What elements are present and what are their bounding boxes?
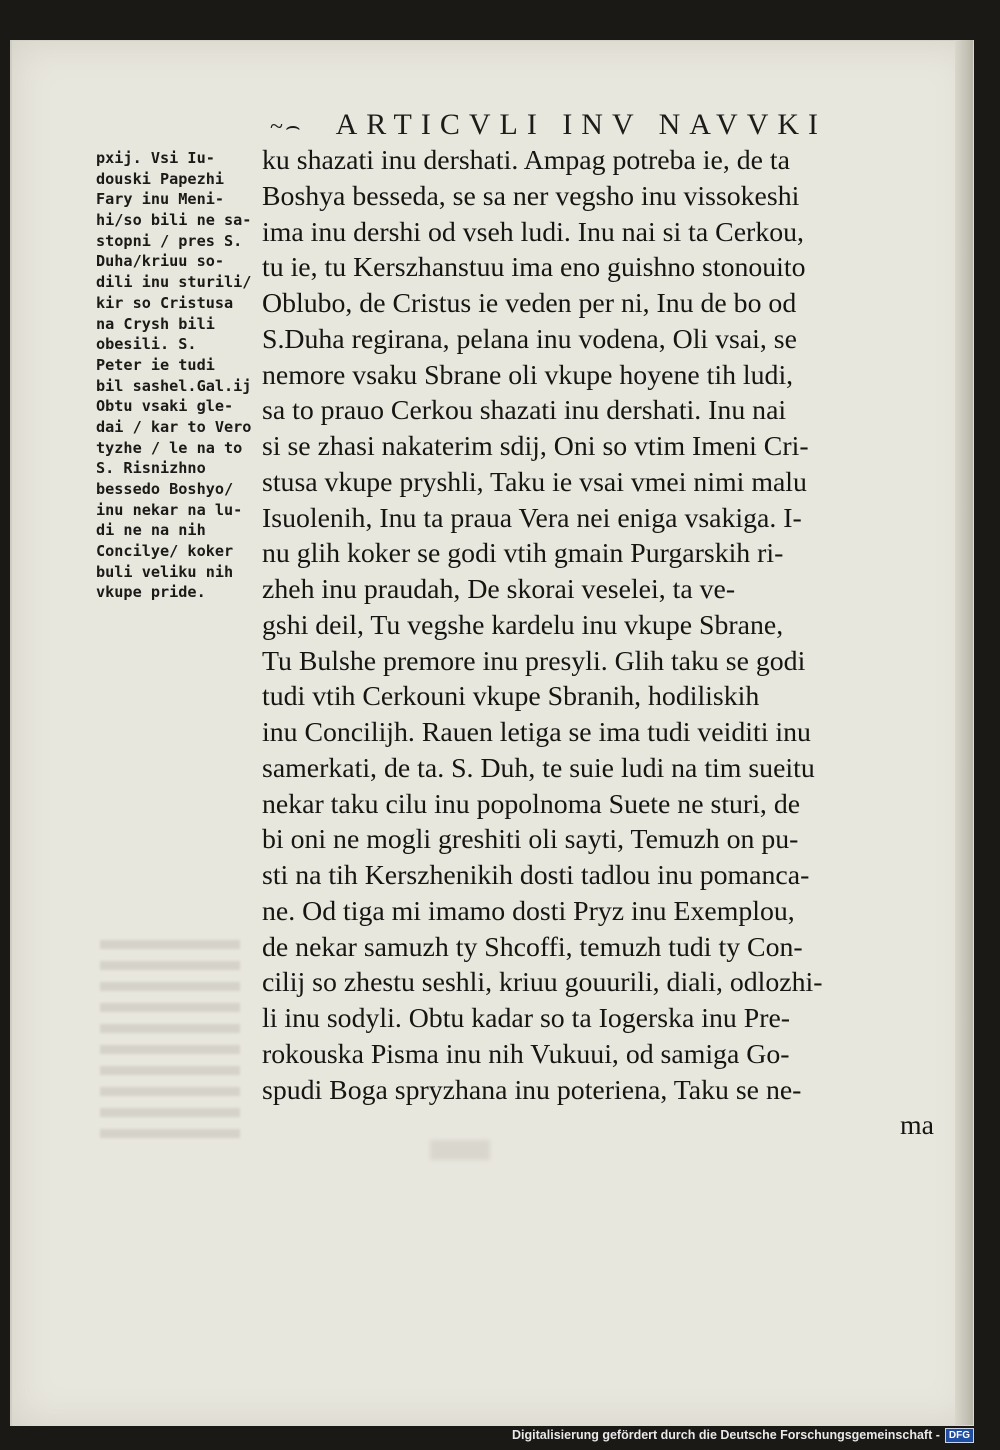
body-line: tudi vtih Cerkouni vkupe Sbranih, hodiliskih — [262, 681, 760, 713]
body-line: gshi deil, Tu vegshe kardelu inu vkupe Sbrane, — [262, 609, 784, 641]
marginal-note-line: di ne na nih — [96, 521, 206, 540]
body-line: Boshya besseda, se sa ner vegsho inu vissokeshi — [262, 180, 800, 212]
body-line: sti na tih Kerszhenikih dosti tadlou inu pomanca- — [262, 860, 810, 891]
body-line: si se zhasi nakaterim sdij, Oni so vtim Imeni Cri- — [262, 431, 809, 462]
marginal-note-line: pxij. Vsi Iu- — [96, 149, 215, 167]
marginal-note-line: na Crysh bili — [96, 314, 215, 333]
body-line: bi oni ne mogli greshiti oli sayti, Temuzh on pu- — [262, 824, 799, 856]
marginal-note-line: Fary inu Meni- — [96, 190, 225, 209]
body-line: rokouska Pisma inu nih Vukuui, od samiga Go- — [262, 1038, 790, 1070]
marginal-note-line: bessedo Boshyo/ — [96, 480, 234, 498]
bleed-through-mark — [430, 1140, 490, 1160]
body-line: tu ie, tu Kerszhanstuu ima eno guishno stonouito — [262, 252, 806, 284]
digitization-credit — [512, 1425, 974, 1445]
marginal-note-line: vkupe pride. — [96, 583, 206, 602]
body-text — [262, 143, 934, 1144]
body-line: S.Duha regirana, pelana inu vodena, Oli vsai, se — [262, 323, 797, 355]
body-line: spudi Boga spryzhana inu poteriena, Taku se ne- — [262, 1074, 802, 1106]
body-line: samerkati, de ta. S. Duh, te suie ludi na tim sueitu — [262, 752, 815, 784]
body-line: Isuolenih, Inu ta praua Vera nei eniga vsakiga. I- — [262, 502, 802, 534]
marginal-note-line: buli veliku nih — [96, 562, 234, 581]
body-line: ku shazati inu dershati. Ampag potreba ie, de ta — [262, 145, 790, 176]
body-line: nu glih koker se godi vtih gmain Purgarskih ri- — [262, 538, 784, 570]
marginal-note-line: Obtu vsaki gle- — [96, 397, 234, 416]
body-line: zheh inu praudah, De skorai veselei, ta ve- — [262, 574, 736, 605]
marginal-note — [96, 148, 264, 603]
body-line: li inu sodyli. Obtu kadar so ta Iogerska inu Pre- — [262, 1003, 791, 1034]
marginal-note-line: Peter ie tudi — [96, 355, 215, 374]
marginal-note-line: Concilye/ koker — [96, 542, 234, 561]
body-line: nekar taku cilu inu popolnoma Suete ne sturi, de — [262, 788, 801, 820]
marginal-note-line: obesili. S. — [96, 335, 197, 354]
marginal-note-line: inu nekar na lu- — [96, 500, 243, 519]
catchword: ma — [900, 1110, 934, 1142]
marginal-note-line: stopni / pres S. — [96, 231, 243, 250]
credit-text: Digitalisierung gefördert durch die Deutsche Forschungsgemeinschaft - — [512, 1428, 940, 1442]
marginal-note-line: bil sashel.Gal.ij — [96, 376, 252, 395]
running-head-ornament: ~⌢ — [270, 114, 303, 140]
body-line: inu Concilijh. Rauen letiga se ima tudi veiditi inu — [262, 717, 811, 748]
marginal-note-line: douski Papezhi — [96, 169, 225, 188]
body-line: Tu Bulshe premore inu presyli. Glih taku se godi — [262, 645, 806, 677]
body-line: cilij so zhestu seshli, kriuu gouurili, diali, odlozhi- — [262, 967, 823, 999]
body-line: sa to prauo Cerkou shazati inu dershati. Inu nai — [262, 395, 787, 427]
body-line: ne. Od tiga mi imamo dosti Pryz inu Exemplou, — [262, 895, 795, 927]
marginal-note-line: tyzhe / le na to — [96, 438, 243, 457]
marginal-note-line: S. Risnizhno — [96, 459, 206, 478]
body-line: stusa vkupe pryshli, Taku ie vsai vmei nimi malu — [262, 466, 807, 498]
marginal-note-line: kir so Cristusa — [96, 293, 234, 312]
running-head — [270, 108, 870, 148]
dfg-logo: DFG — [945, 1428, 974, 1443]
running-head-title: ARTICVLI INV NAVVKI — [335, 108, 828, 141]
page-edge — [955, 40, 973, 1425]
body-line: ima inu dershi od vseh ludi. Inu nai si ta Cerkou, — [262, 216, 804, 248]
marginal-note-line: hi/so bili ne sa- — [96, 211, 252, 230]
marginal-note-line: Duha/kriuu so- — [96, 252, 225, 271]
marginal-note-line: dai / kar to Vero — [96, 417, 252, 436]
marginal-note-line: dili inu sturili/ — [96, 273, 252, 292]
body-line: nemore vsaku Sbrane oli vkupe hoyene tih ludi, — [262, 359, 794, 391]
body-line: de nekar samuzh ty Shcoffi, temuzh tudi ty Con- — [262, 931, 803, 963]
body-line: Oblubo, de Cristus ie veden per ni, Inu de bo od — [262, 288, 797, 319]
bleed-through-marks — [100, 940, 240, 1150]
